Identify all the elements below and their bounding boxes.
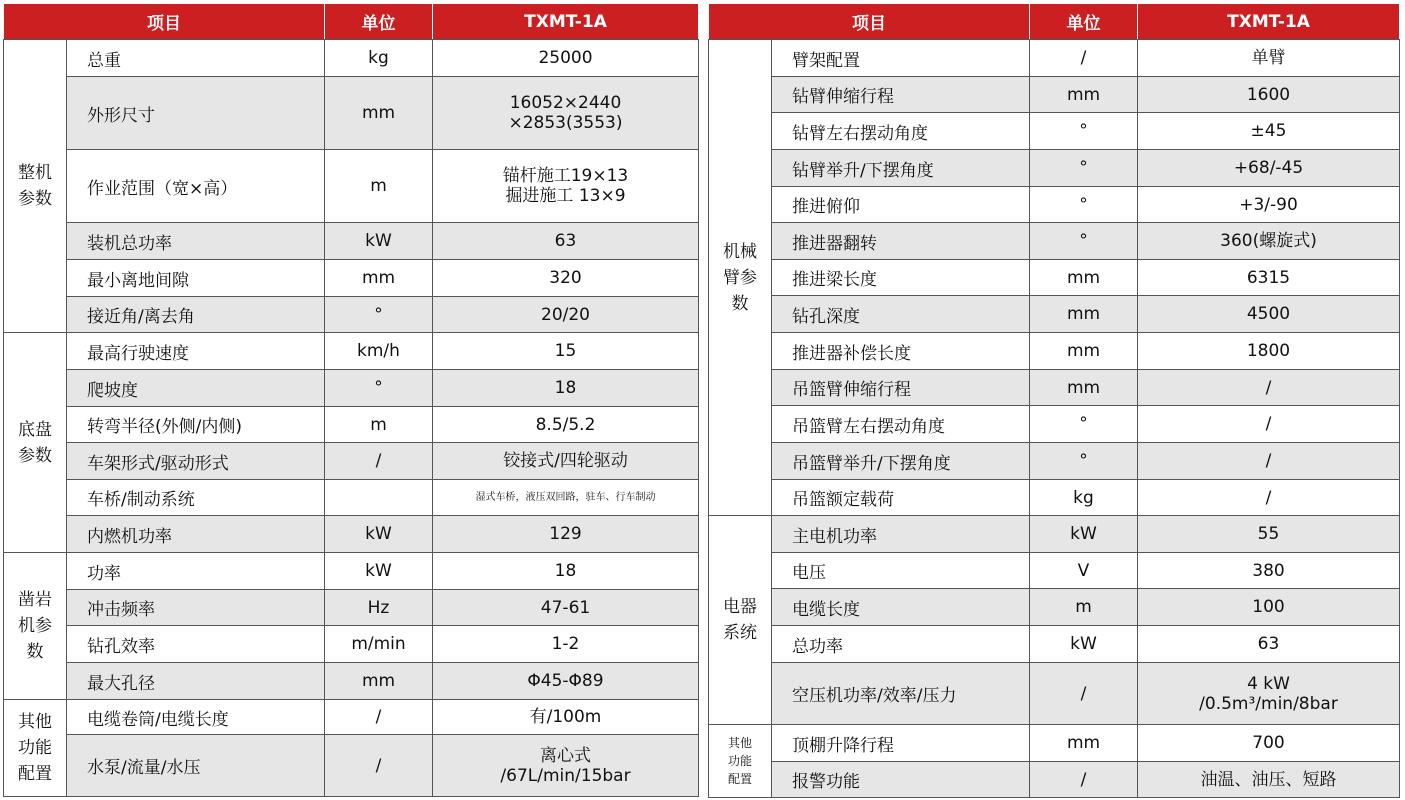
spec-row	[709, 406, 1400, 443]
category-label: 其他 功能 配置	[709, 725, 772, 798]
spec-item: 推进器翻转	[772, 223, 1030, 260]
spec-unit: Hz	[325, 590, 433, 626]
spec-value: 360(螺旋式)	[1138, 223, 1400, 260]
spec-value: 100	[1138, 589, 1400, 626]
spec-item: 内燃机功率	[67, 516, 325, 553]
spec-item: 吊篮臂伸缩行程	[772, 370, 1030, 406]
spec-unit: mm	[1030, 260, 1138, 296]
spec-value: /	[1138, 443, 1400, 480]
spec-item: 最小离地间隙	[67, 260, 325, 297]
spec-unit: /	[1030, 40, 1138, 77]
header-item: 项目	[4, 4, 325, 40]
spec-unit: kg	[1030, 480, 1138, 516]
spec-row	[709, 626, 1400, 663]
spec-item: 接近角/离去角	[67, 297, 325, 333]
spec-item: 顶棚升降行程	[772, 725, 1030, 762]
header-unit: 单位	[1030, 4, 1138, 40]
spec-value: /	[1138, 370, 1400, 406]
spec-table-right	[708, 3, 1400, 798]
spec-row	[709, 370, 1400, 406]
spec-value: ±45	[1138, 113, 1400, 150]
spec-value: /	[1138, 406, 1400, 443]
spec-table	[708, 3, 1400, 798]
spec-table-left	[3, 3, 699, 797]
spec-row	[709, 725, 1400, 762]
spec-item: 空压机功率/效率/压力	[772, 663, 1030, 725]
spec-unit: mm	[1030, 725, 1138, 762]
spec-item: 钻臂伸缩行程	[772, 77, 1030, 113]
spec-value: 1-2	[433, 626, 699, 663]
spec-item: 车桥/制动系统	[67, 480, 325, 516]
spec-unit: /	[325, 443, 433, 480]
spec-item: 总功率	[772, 626, 1030, 663]
spec-value: 4 kW /0.5m³/min/8bar	[1138, 663, 1400, 725]
spec-row	[709, 480, 1400, 516]
spec-value: 锚杆施工19×13 掘进施工 13×9	[433, 150, 699, 223]
spec-row	[4, 663, 699, 700]
spec-value: 6315	[1138, 260, 1400, 296]
spec-value: 63	[433, 223, 699, 260]
spec-unit: m	[325, 150, 433, 223]
spec-row	[4, 150, 699, 223]
spec-item: 电压	[772, 553, 1030, 589]
spec-item: 吊篮臂举升/下摆角度	[772, 443, 1030, 480]
spec-value: 单臂	[1138, 40, 1400, 77]
spec-item: 臂架配置	[772, 40, 1030, 77]
spec-row	[4, 480, 699, 516]
spec-value: 8.5/5.2	[433, 407, 699, 443]
spec-unit: °	[325, 297, 433, 333]
spec-unit	[325, 480, 433, 516]
spec-item: 钻孔深度	[772, 296, 1030, 333]
spec-value: 20/20	[433, 297, 699, 333]
spec-unit: kW	[1030, 626, 1138, 663]
spec-row	[4, 333, 699, 370]
spec-value: 18	[433, 553, 699, 590]
spec-row	[4, 370, 699, 407]
spec-unit: °	[1030, 223, 1138, 260]
spec-row	[709, 113, 1400, 150]
spec-value: 1800	[1138, 333, 1400, 370]
spec-row	[4, 700, 699, 735]
spec-row	[709, 150, 1400, 187]
spec-row	[709, 589, 1400, 626]
spec-unit: m	[1030, 589, 1138, 626]
spec-row	[709, 443, 1400, 480]
spec-value: 129	[433, 516, 699, 553]
spec-unit: V	[1030, 553, 1138, 589]
spec-unit: kg	[325, 40, 433, 77]
header-model: TXMT-1A	[1138, 4, 1400, 40]
spec-unit: mm	[1030, 370, 1138, 406]
spec-item: 车架形式/驱动形式	[67, 443, 325, 480]
spec-item: 冲击频率	[67, 590, 325, 626]
spec-item: 吊篮臂左右摆动角度	[772, 406, 1030, 443]
spec-unit: kW	[325, 223, 433, 260]
spec-unit: mm	[1030, 296, 1138, 333]
spec-item: 吊篮额定载荷	[772, 480, 1030, 516]
spec-item: 钻孔效率	[67, 626, 325, 663]
spec-row	[709, 223, 1400, 260]
spec-row	[709, 762, 1400, 798]
spec-unit: /	[325, 700, 433, 735]
spec-unit: kW	[325, 553, 433, 590]
spec-row	[709, 553, 1400, 589]
spec-value: 320	[433, 260, 699, 297]
spec-unit: °	[1030, 406, 1138, 443]
spec-unit: °	[1030, 187, 1138, 223]
spec-row	[709, 77, 1400, 113]
spec-unit: °	[1030, 113, 1138, 150]
header-unit: 单位	[325, 4, 433, 40]
spec-unit: mm	[325, 77, 433, 150]
spec-item: 推进梁长度	[772, 260, 1030, 296]
spec-value: Φ45-Φ89	[433, 663, 699, 700]
category-label: 整机 参数	[4, 40, 67, 333]
spec-unit: mm	[1030, 333, 1138, 370]
category-label: 电器 系统	[709, 516, 772, 725]
spec-table-body	[709, 40, 1400, 798]
spec-value: 700	[1138, 725, 1400, 762]
spec-unit: /	[1030, 762, 1138, 798]
spec-item: 外形尺寸	[67, 77, 325, 150]
spec-unit: mm	[325, 663, 433, 700]
spec-item: 推进器补偿长度	[772, 333, 1030, 370]
spec-value: 湿式车桥，液压双回路，驻车、行车制动	[433, 480, 699, 516]
spec-value: +68/-45	[1138, 150, 1400, 187]
spec-unit: /	[1030, 663, 1138, 725]
spec-item: 爬坡度	[67, 370, 325, 407]
spec-value: 铰接式/四轮驱动	[433, 443, 699, 480]
spec-row	[4, 553, 699, 590]
spec-value: 4500	[1138, 296, 1400, 333]
spec-item: 总重	[67, 40, 325, 77]
spec-value: +3/-90	[1138, 187, 1400, 223]
spec-row	[709, 663, 1400, 725]
spec-row	[4, 260, 699, 297]
spec-value: 47-61	[433, 590, 699, 626]
category-label: 凿岩 机参 数	[4, 553, 67, 700]
spec-item: 电缆长度	[772, 589, 1030, 626]
spec-row	[4, 223, 699, 260]
spec-item: 最高行驶速度	[67, 333, 325, 370]
spec-item: 推进俯仰	[772, 187, 1030, 223]
spec-row	[4, 590, 699, 626]
spec-item: 最大孔径	[67, 663, 325, 700]
spec-unit: km/h	[325, 333, 433, 370]
spec-value: 25000	[433, 40, 699, 77]
spec-value: 63	[1138, 626, 1400, 663]
spec-unit: mm	[1030, 77, 1138, 113]
spec-item: 作业范围（宽×高）	[67, 150, 325, 223]
spec-value: 1600	[1138, 77, 1400, 113]
spec-value: 有/100m	[433, 700, 699, 735]
spec-item: 钻臂举升/下摆角度	[772, 150, 1030, 187]
spec-item: 报警功能	[772, 762, 1030, 798]
spec-value: 15	[433, 333, 699, 370]
spec-row	[4, 626, 699, 663]
spec-item: 电缆卷筒/电缆长度	[67, 700, 325, 735]
spec-row	[709, 333, 1400, 370]
spec-table	[3, 3, 699, 797]
spec-value: 16052×2440 ×2853(3553)	[433, 77, 699, 150]
spec-row	[4, 516, 699, 553]
spec-row	[4, 40, 699, 77]
spec-row	[709, 187, 1400, 223]
spec-row	[4, 407, 699, 443]
spec-item: 装机总功率	[67, 223, 325, 260]
spec-value: 离心式 /67L/min/15bar	[433, 735, 699, 797]
spec-unit: °	[325, 370, 433, 407]
spec-item: 主电机功率	[772, 516, 1030, 553]
spec-unit: mm	[325, 260, 433, 297]
spec-item: 功率	[67, 553, 325, 590]
category-label: 机械 臂参 数	[709, 40, 772, 516]
spec-row	[4, 735, 699, 797]
spec-row	[709, 296, 1400, 333]
spec-row	[4, 297, 699, 333]
category-label: 其他 功能 配置	[4, 700, 67, 797]
spec-value: 380	[1138, 553, 1400, 589]
header-model: TXMT-1A	[433, 4, 699, 40]
spec-unit: /	[325, 735, 433, 797]
spec-value: 18	[433, 370, 699, 407]
spec-value: 油温、油压、短路	[1138, 762, 1400, 798]
spec-item: 水泵/流量/水压	[67, 735, 325, 797]
spec-unit: kW	[1030, 516, 1138, 553]
spec-unit: m	[325, 407, 433, 443]
spec-value: /	[1138, 480, 1400, 516]
spec-row	[4, 77, 699, 150]
spec-row	[709, 40, 1400, 77]
header-item: 项目	[709, 4, 1030, 40]
category-label: 底盘 参数	[4, 333, 67, 553]
spec-row	[709, 516, 1400, 553]
spec-row	[709, 260, 1400, 296]
spec-unit: °	[1030, 150, 1138, 187]
spec-table-body	[4, 40, 699, 797]
spec-unit: m/min	[325, 626, 433, 663]
spec-row	[4, 443, 699, 480]
spec-item: 转弯半径(外侧/内侧)	[67, 407, 325, 443]
spec-item: 钻臂左右摆动角度	[772, 113, 1030, 150]
spec-unit: kW	[325, 516, 433, 553]
spec-unit: °	[1030, 443, 1138, 480]
spec-value: 55	[1138, 516, 1400, 553]
